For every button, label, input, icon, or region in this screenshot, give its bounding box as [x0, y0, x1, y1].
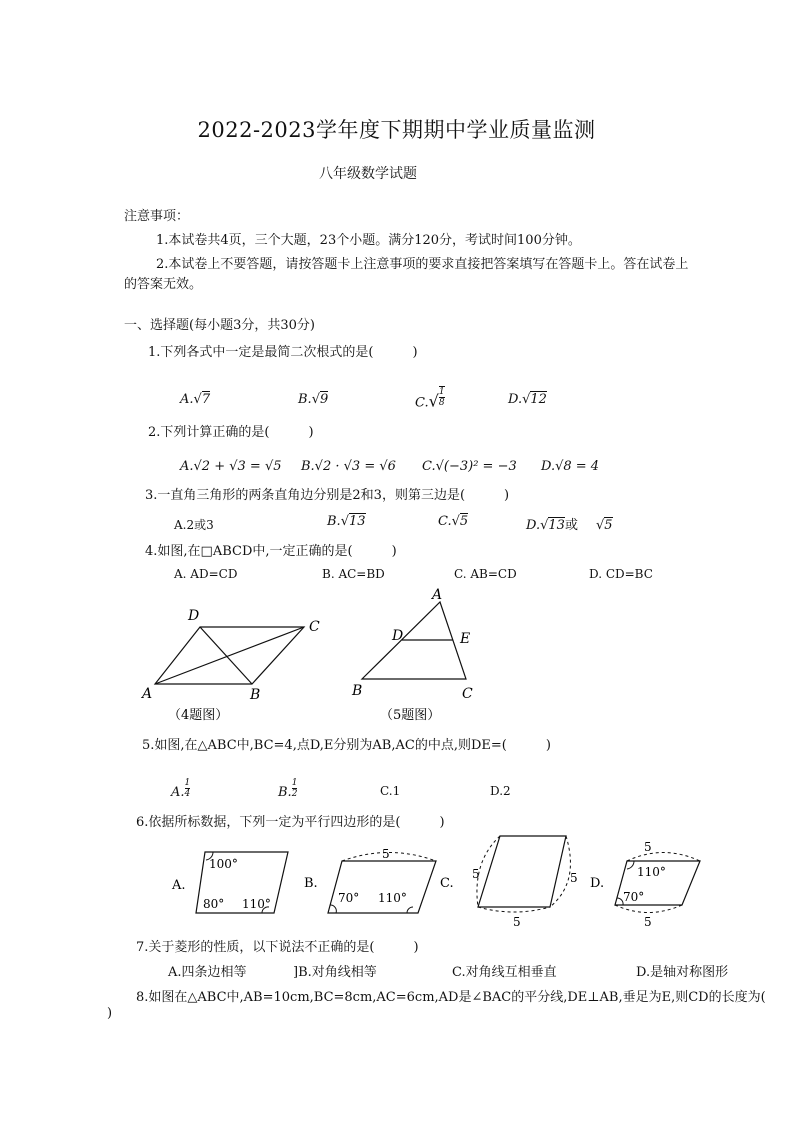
- q1-option-b: B.√9: [298, 392, 329, 407]
- q6-b-angle-70: 70°: [338, 891, 360, 905]
- fig5-label-b: B: [352, 683, 363, 699]
- q6-option-b-label: B.: [304, 876, 318, 891]
- q3-option-b: B.√13: [327, 514, 366, 529]
- fig5-label-d: D: [392, 628, 404, 644]
- q6-c-bottom-5: 5: [513, 915, 521, 929]
- question-7-stem: 7.关于菱形的性质，以下说法不正确的是( ): [136, 940, 419, 955]
- q5-option-c: C.1: [380, 784, 401, 798]
- q5-option-a: A. $\frac{1}{4}$: [171, 778, 191, 800]
- q5-option-b: B. $\frac{1}{2}$: [278, 778, 298, 800]
- fig5-label-c: C: [462, 686, 473, 702]
- q6-d-angle-70: 70°: [623, 890, 645, 904]
- fig4-label-d: D: [188, 608, 200, 624]
- q1-option-d: D.√12: [508, 392, 547, 407]
- notice-item-2-cont: 的答案无效。: [124, 277, 203, 292]
- fig5-caption: （5题图）: [380, 708, 441, 723]
- q7-option-b: ]B.对角线相等: [293, 965, 377, 980]
- fig5-label-e: E: [460, 631, 471, 647]
- q6-option-d-figure: [590, 840, 700, 929]
- q6-b-angle-110: 110°: [378, 891, 407, 905]
- q6-option-d-label: D.: [590, 876, 605, 891]
- q7-option-c: C.对角线互相垂直: [452, 965, 557, 980]
- q2-option-c: C.√(−3)² = −3: [422, 459, 517, 474]
- fig5-label-a: A: [432, 587, 443, 603]
- notice-item-2: 2.本试卷上不要答题，请按答题卡上注意事项的要求直接把答案填写在答题卡上。答在试卷上: [156, 257, 689, 272]
- q4-option-b: B. AC=BD: [322, 567, 385, 581]
- page-title: 2022-2023学年度下期期中学业质量监测: [197, 118, 596, 142]
- notice-heading: 注意事项：: [124, 209, 190, 224]
- q4-option-a: A. AD=CD: [174, 567, 238, 581]
- question-8-stem: 8.如图在△ABC中,AB=10cm,BC=8cm,AC=6cm,AD是∠BAC的平分线,DE⊥AB,垂足为E,则CD的长度为(: [136, 990, 766, 1005]
- q2-option-d: D.√8 = 4: [541, 459, 600, 474]
- q1-option-a: A.√7: [180, 392, 211, 407]
- q6-d-bottom-5: 5: [644, 915, 652, 929]
- q6-a-angle-80: 80°: [203, 897, 225, 911]
- q3-option-a: A.2或3: [174, 518, 214, 532]
- page-subtitle: 八年级数学试题: [319, 166, 417, 182]
- figures-4-5: [130, 582, 490, 727]
- q6-option-a-label: A.: [172, 878, 186, 893]
- fig4-label-c: C: [309, 619, 320, 635]
- q6-a-angle-100: 100°: [209, 857, 238, 871]
- question-3-stem: 3.一直角三角形的两条直角边分别是2和3，则第三边是( ): [145, 488, 510, 503]
- question-2-stem: 2.下列计算正确的是( ): [148, 425, 314, 440]
- q7-option-d: D.是轴对称图形: [636, 965, 729, 980]
- q6-option-c-figure: [440, 836, 578, 929]
- q3-option-c: C.√5: [438, 514, 469, 529]
- q7-option-a: A.四条边相等: [168, 965, 247, 980]
- q6-option-a-figure: [171, 852, 288, 913]
- question-5-stem: 5.如图,在△ABC中,BC=4,点D,E分别为AB,AC的中点,则DE=( ): [142, 738, 551, 753]
- question-6-stem: 6.依据所标数据，下列一定为平行四边形的是( ): [136, 815, 445, 830]
- triangle-figure: [351, 587, 473, 723]
- q6-option-b-figure: [304, 847, 436, 913]
- q4-option-d: D. CD=BC: [589, 567, 653, 581]
- question-8-tail: ): [107, 1006, 113, 1021]
- q6-c-right-5: 5: [570, 871, 578, 885]
- q6-figures: [160, 832, 740, 932]
- q5-option-d: D.2: [490, 784, 511, 798]
- section-heading: 一、选择题(每小题3分，共30分): [124, 318, 315, 333]
- notice-item-1: 1.本试卷共4页，三个大题，23个小题。满分120分，考试时间100分钟。: [156, 233, 581, 248]
- q6-d-top-5: 5: [644, 840, 652, 854]
- q6-d-angle-110: 110°: [637, 865, 666, 879]
- parallelogram-figure: [140, 608, 320, 723]
- q6-c-left-5: 5: [472, 867, 480, 881]
- q6-a-angle-110: 110°: [242, 897, 271, 911]
- fig4-caption: （4题图）: [168, 708, 229, 723]
- q4-option-c: C. AB=CD: [454, 567, 517, 581]
- q2-option-a: A.√2 + √3 = √5: [180, 459, 282, 474]
- question-4-stem: 4.如图,在□ABCD中,一定正确的是( ): [145, 544, 397, 559]
- q2-option-b: B.√2 · √3 = √6: [301, 459, 396, 474]
- q6-b-top-5: 5: [382, 847, 390, 861]
- q6-option-c-label: C.: [440, 876, 454, 891]
- question-1-stem: 1.下列各式中一定是最简二次根式的是( ): [148, 345, 418, 360]
- fig4-label-a: A: [142, 686, 153, 702]
- q1-option-c: C.√ $\frac{1}{8}$: [415, 387, 445, 411]
- fig4-label-b: B: [250, 687, 261, 703]
- q3-option-d: D.√13或 √5: [526, 518, 613, 533]
